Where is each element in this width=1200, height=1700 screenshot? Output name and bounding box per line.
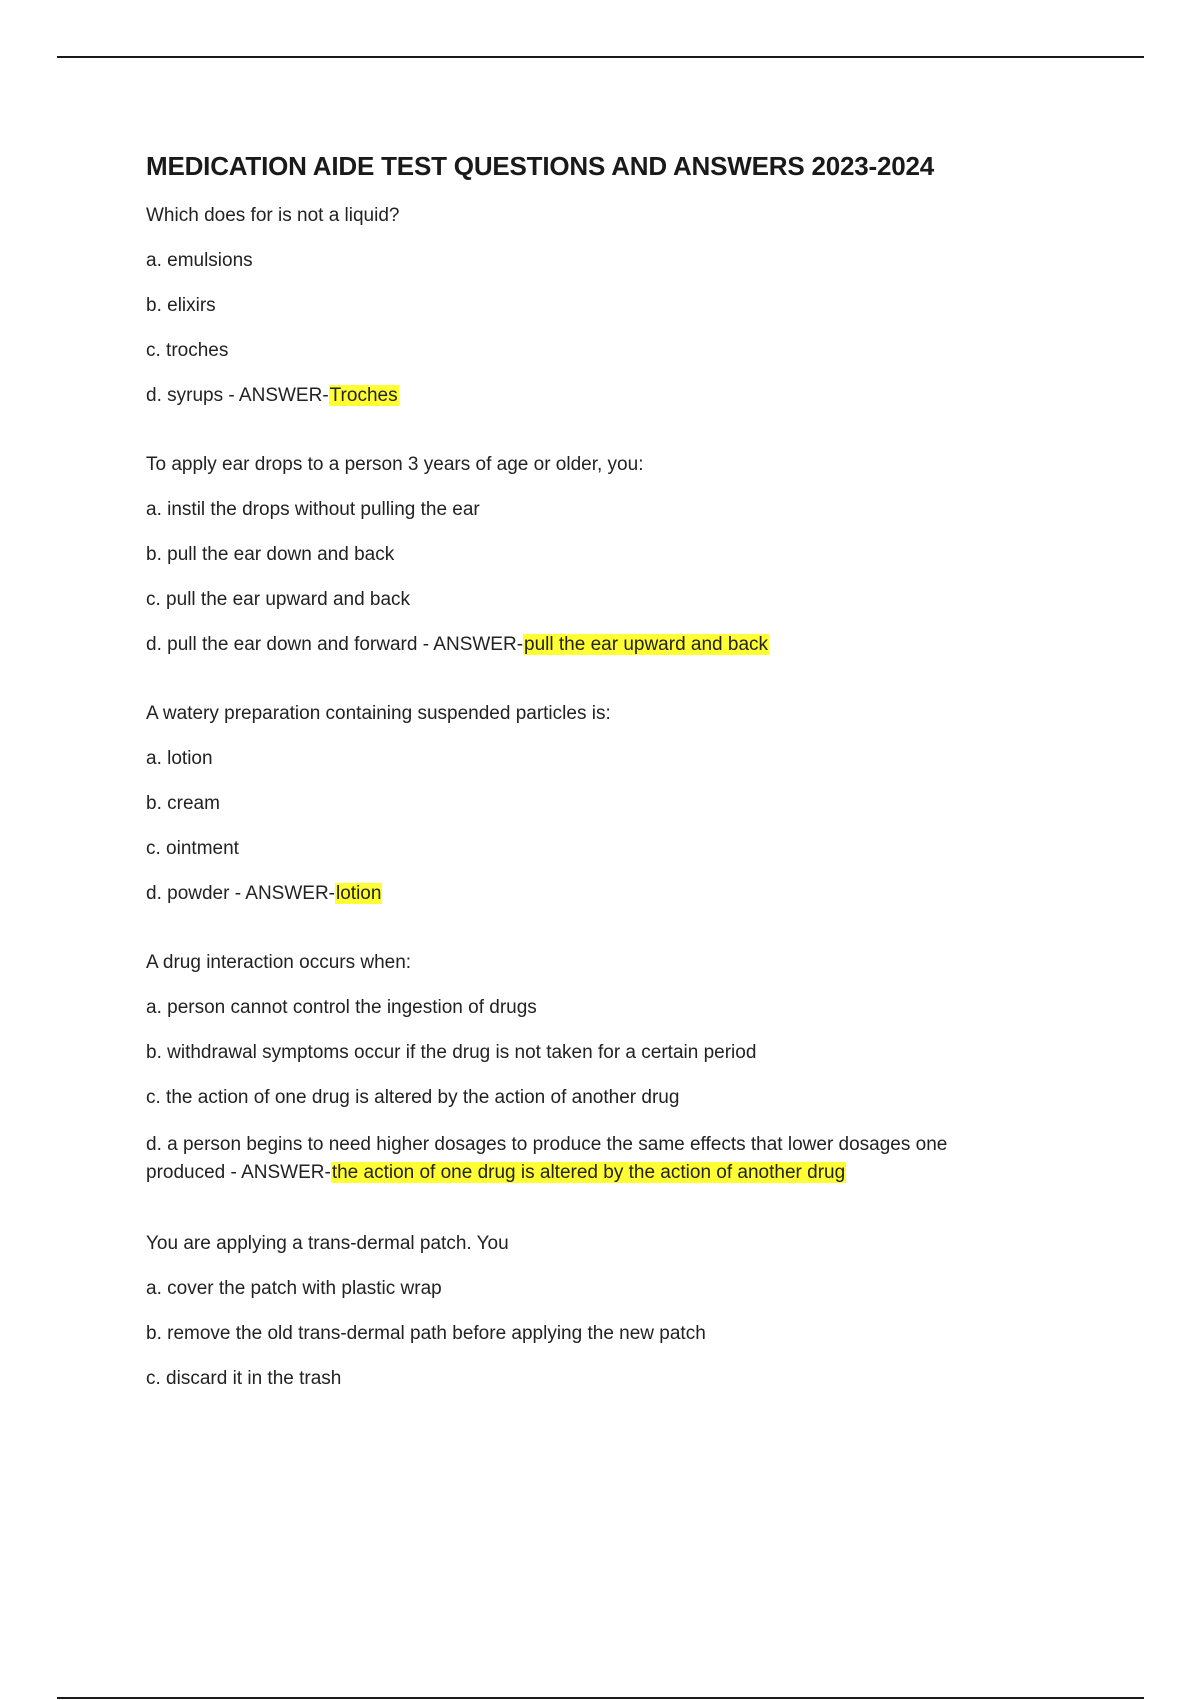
option-b: b. elixirs [146,295,216,316]
question-4 [146,951,1046,1187]
footer-rule [57,1697,1144,1699]
option-b: b. withdrawal symptoms occur if the drug is not taken for a certain period [146,1042,757,1063]
option-d-text: d. pull the ear down and forward - [146,634,434,655]
question-prompt: You are applying a trans-dermal patch. You [146,1233,509,1254]
option-b: b. cream [146,793,220,814]
header-rule [57,56,1144,58]
question-prompt: A drug interaction occurs when: [146,952,412,973]
highlighted-answer: pull the ear upward and back [524,634,769,655]
option-a: a. lotion [146,748,213,769]
question-prompt: Which does for is not a liquid? [146,205,400,226]
document-body [146,146,1046,1436]
option-d [146,882,1046,906]
option-d [146,1131,1026,1187]
option-c: c. discard it in the trash [146,1368,342,1389]
question-3 [146,702,1046,906]
answer-prefix: ANSWER- [238,385,329,406]
option-d-text: d. syrups - [146,385,239,406]
option-c: c. ointment [146,838,239,859]
question-prompt: To apply ear drops to a person 3 years of age or older, you: [146,454,644,475]
option-a: a. emulsions [146,250,253,271]
question-5 [146,1232,1046,1391]
option-c: c. troches [146,340,229,361]
option-a: a. instil the drops without pulling the ear [146,499,480,520]
option-c: c. pull the ear upward and back [146,589,411,610]
option-d [146,384,1046,408]
option-a: a. cover the patch with plastic wrap [146,1278,442,1299]
option-a: a. person cannot control the ingestion of drugs [146,997,537,1018]
question-1 [146,204,1046,408]
question-prompt: A watery preparation containing suspended particles is: [146,703,611,724]
option-d-text: d. a person begins to need higher dosages to produce the same effects that lower dosages one produced - [146,1134,948,1183]
answer-prefix: ANSWER- [241,1162,331,1183]
option-c: c. the action of one drug is altered by the action of another drug [146,1087,680,1108]
answer-prefix: ANSWER- [433,634,524,655]
option-b: b. remove the old trans-dermal path before applying the new patch [146,1323,706,1344]
highlighted-answer: lotion [336,883,382,904]
page-title: MEDICATION AIDE TEST QUESTIONS AND ANSWERS 2023-2024 [146,151,935,181]
highlighted-answer: the action of one drug is altered by the action of another drug [331,1162,846,1183]
option-b: b. pull the ear down and back [146,544,395,565]
highlighted-answer: Troches [329,385,398,406]
answer-prefix: ANSWER- [245,883,336,904]
option-d [146,633,1046,657]
option-d-text: d. powder - [146,883,246,904]
question-2 [146,453,1046,657]
